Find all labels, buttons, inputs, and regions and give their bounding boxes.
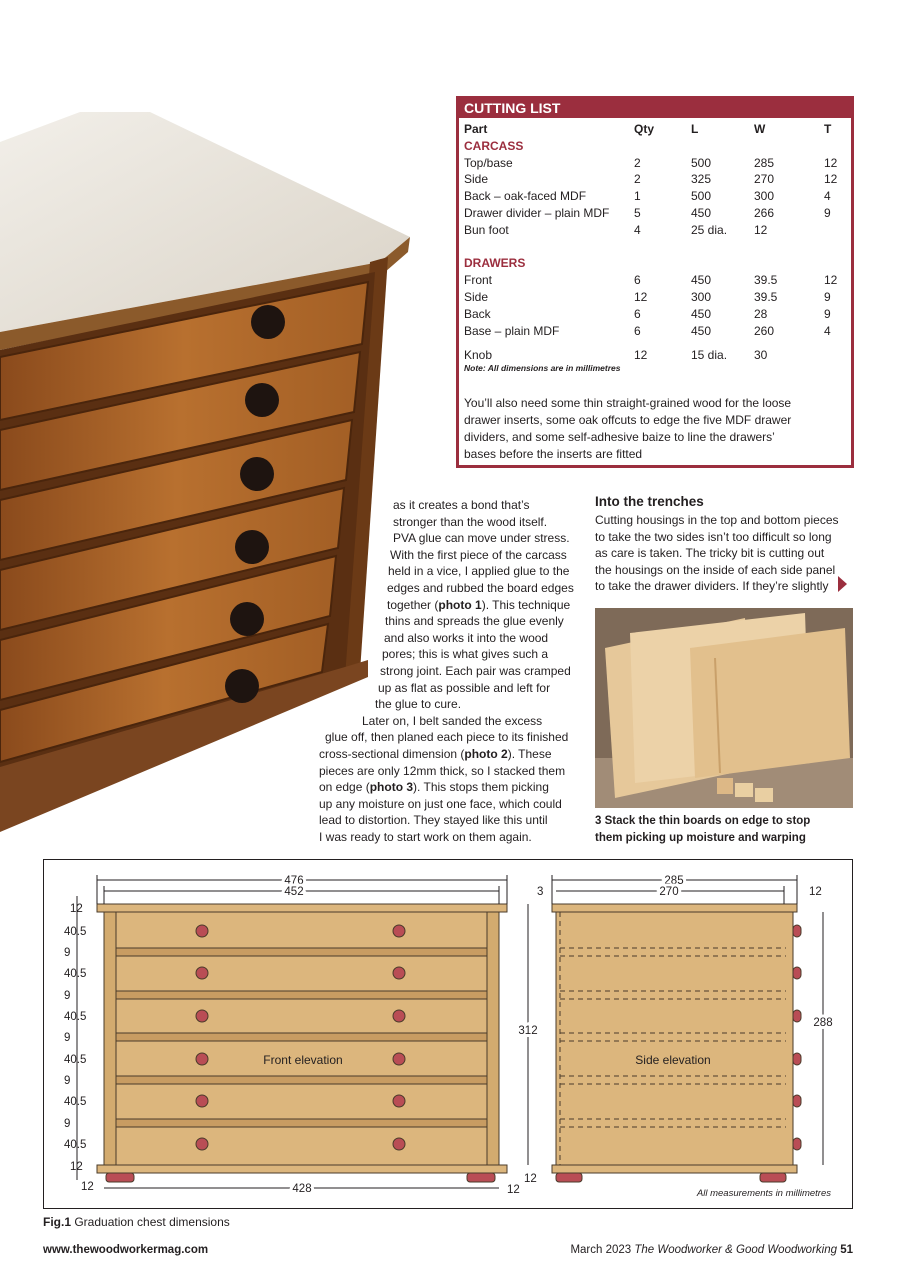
caption-line: 3 Stack the thin boards on edge to stop	[595, 815, 811, 827]
text-line: up as flat as possible and left for	[378, 680, 551, 695]
knob	[793, 1138, 801, 1150]
dim-12-side: 12	[809, 886, 822, 898]
knob	[793, 1053, 801, 1065]
side-top	[552, 904, 797, 912]
photo-reference: photo 1	[438, 597, 482, 612]
cutting-list-extra	[464, 395, 809, 463]
cell-l: 450	[691, 205, 712, 220]
front-elevation-label: Front elevation	[263, 1053, 343, 1067]
dim-12-right: 12	[507, 1184, 520, 1196]
cell-part: Back	[464, 306, 491, 321]
knob	[196, 1010, 208, 1022]
bun-foot	[467, 1173, 495, 1182]
dim-9: 9	[64, 1032, 71, 1044]
text-line: glue off, then planed each piece to its finished	[325, 730, 569, 745]
knob	[393, 1053, 405, 1065]
col-part: Part	[464, 122, 488, 136]
section-heading-carcass	[464, 138, 844, 155]
dim-312: 312	[518, 1025, 538, 1037]
knob	[793, 1010, 801, 1022]
front-top	[97, 904, 507, 912]
cell-part: Side	[464, 172, 489, 187]
cell-t: 4	[824, 189, 831, 204]
text-line: I was ready to start work on them again.	[319, 830, 532, 844]
cell-l: 450	[691, 306, 712, 321]
cutting-list-note: Note: All dimensions are in millimetres	[464, 363, 621, 373]
cell-w: 12	[754, 222, 768, 237]
cell-l: 15 dia.	[691, 348, 728, 363]
footer-url[interactable]: www.thewoodworkermag.com	[43, 1244, 209, 1256]
continue-arrow-icon	[838, 576, 847, 592]
col-qty: Qty	[634, 122, 655, 136]
photo-3	[595, 608, 853, 808]
col-t: T	[824, 122, 832, 136]
footer-date: March 2023	[570, 1244, 632, 1256]
extra-line: drawer inserts, some oak offcuts to edge the five MDF drawer	[464, 413, 792, 427]
figure-diagram	[43, 859, 853, 1209]
cell-qty: 1	[634, 189, 641, 204]
extra-line: You’ll also need some thin straight-grained wood for the loose	[464, 396, 792, 410]
dim-9: 9	[64, 990, 71, 1002]
text-line: as care is taken. The tricky bit is cutting out	[595, 546, 825, 560]
chest-photo	[0, 112, 412, 832]
table-row	[464, 289, 844, 306]
dim-452: 452	[284, 886, 304, 898]
dim-9: 9	[64, 1075, 71, 1087]
cell-l: 450	[691, 323, 712, 338]
dim-40-5: 40.5	[64, 1011, 87, 1023]
photo-3-caption	[595, 813, 810, 846]
text-line: strong joint. Each pair was cramped	[380, 664, 571, 678]
text-line: together (photo 1). This technique	[387, 597, 571, 612]
text-line: Cutting housings in the top and bottom pieces	[595, 513, 839, 527]
knob	[393, 1010, 405, 1022]
dim-12-foot: 12	[524, 1173, 537, 1185]
cell-w: 260	[754, 323, 775, 338]
dim-476: 476	[284, 875, 304, 887]
page-number: 51	[840, 1244, 853, 1256]
text-line: pores; this is what gives such a	[382, 647, 549, 662]
text-line: and also works it into the wood	[384, 630, 549, 645]
dim-40-5: 40.5	[64, 926, 87, 938]
figure-label: Fig.1	[43, 1215, 72, 1229]
photo-reference: photo 2	[464, 747, 508, 761]
col-w: W	[754, 122, 766, 136]
knob	[393, 1095, 405, 1107]
knob	[196, 967, 208, 979]
cutting-list-header-row	[464, 121, 844, 138]
dim-40-5: 40.5	[64, 1139, 87, 1151]
knob	[393, 967, 405, 979]
section-heading: Into the trenches	[595, 494, 704, 509]
spacer	[464, 239, 844, 256]
cell-qty: 5	[634, 205, 641, 220]
dim-9: 9	[64, 947, 71, 959]
knob	[196, 1138, 208, 1150]
footer-magazine: The Woodworker & Good Woodworking	[634, 1244, 837, 1256]
text-line: pieces are only 12mm thick, so I stacked them	[319, 763, 566, 778]
cell-t: 12	[824, 155, 838, 170]
knob	[196, 1053, 208, 1065]
cell-t: 12	[824, 273, 838, 288]
table-row	[464, 222, 844, 239]
cell-part: Drawer divider – plain MDF	[464, 205, 610, 220]
caption-line: them picking up moisture and warping	[595, 831, 806, 844]
bun-foot	[760, 1173, 786, 1182]
knob	[196, 1095, 208, 1107]
dim-12-top: 12	[70, 903, 83, 915]
text-line: cross-sectional dimension (photo 2). These	[319, 747, 552, 761]
cell-part: Side	[464, 289, 489, 304]
dim-428: 428	[292, 1183, 312, 1195]
drawers-heading: DRAWERS	[464, 256, 526, 271]
dim-285: 285	[664, 875, 684, 887]
table-row	[464, 205, 844, 222]
cell-w: 28	[754, 306, 768, 321]
col-l: L	[691, 122, 699, 136]
table-row	[464, 323, 844, 340]
front-base	[97, 1165, 507, 1173]
figure-caption	[43, 1215, 230, 1229]
dim-12-left: 12	[81, 1181, 94, 1193]
cell-t: 12	[824, 172, 838, 187]
table-row	[464, 272, 844, 289]
cell-w: 285	[754, 155, 775, 170]
figure-caption-text: Graduation chest dimensions	[71, 1215, 230, 1229]
text-line: edges and rubbed the board edges	[387, 581, 574, 595]
measurement-note: All measurements in millimetres	[696, 1188, 831, 1199]
bun-foot	[556, 1173, 582, 1182]
cell-t: 9	[824, 205, 831, 220]
cell-w: 300	[754, 189, 775, 204]
cell-w: 39.5	[754, 273, 778, 288]
cell-qty: 4	[634, 222, 641, 237]
text-line: stronger than the wood itself.	[393, 514, 548, 529]
text-line: on edge (photo 3). This stops them picking	[319, 780, 549, 795]
knob	[793, 967, 801, 979]
text-line: With the first piece of the carcass	[390, 547, 567, 562]
extra-line: dividers, and some self-adhesive baize to line the drawers’	[464, 430, 775, 444]
cell-qty: 12	[634, 289, 648, 304]
table-row	[464, 306, 844, 323]
extra-line: bases before the inserts are fitted	[464, 447, 643, 461]
footer-issue	[570, 1244, 853, 1256]
text-line: as it creates a bond that’s	[393, 498, 530, 512]
cell-qty: 6	[634, 273, 641, 288]
cell-part: Bun foot	[464, 222, 509, 237]
cell-part: Top/base	[464, 155, 513, 170]
table-row	[464, 347, 844, 364]
side-elevation-label: Side elevation	[635, 1053, 711, 1067]
text-line: thins and spreads the glue evenly	[385, 614, 564, 629]
dim-40-5: 40.5	[64, 1054, 87, 1066]
dim-40-5: 40.5	[64, 968, 87, 980]
cell-l: 500	[691, 189, 712, 204]
text-line: held in a vice, I applied glue to the	[388, 564, 570, 579]
bun-foot	[106, 1173, 134, 1182]
dim-3: 3	[537, 886, 544, 898]
knob	[196, 925, 208, 937]
text-line: Later on, I belt sanded the excess	[362, 713, 543, 728]
dim-12-bottom: 12	[70, 1161, 83, 1173]
knob	[393, 1138, 405, 1150]
text-line: PVA glue can move under stress.	[393, 531, 570, 546]
cell-t: 9	[824, 306, 831, 321]
table-row	[464, 155, 844, 172]
cell-l: 450	[691, 273, 712, 288]
table-row	[464, 188, 844, 205]
side-base	[552, 1165, 797, 1173]
text-line: lead to distortion. They stayed like this until	[319, 813, 548, 828]
carcass-heading: CARCASS	[464, 138, 524, 153]
cell-l: 500	[691, 155, 712, 170]
cell-w: 39.5	[754, 289, 778, 304]
dim-9: 9	[64, 1118, 71, 1130]
knob	[793, 1095, 801, 1107]
cell-qty: 6	[634, 306, 641, 321]
cutting-list-table	[464, 121, 844, 364]
text-line: to take the two sides isn’t too difficult so long	[595, 530, 832, 544]
dim-288: 288	[813, 1017, 833, 1029]
cell-l: 325	[691, 172, 712, 187]
cell-part: Base – plain MDF	[464, 323, 560, 338]
cell-w: 270	[754, 172, 775, 187]
cell-w: 266	[754, 205, 775, 220]
section-heading-drawers	[464, 255, 844, 272]
knob	[793, 925, 801, 937]
text-line: up any moisture on just one face, which could	[319, 796, 562, 811]
knob	[393, 925, 405, 937]
cutting-list-title: CUTTING LIST	[459, 99, 851, 118]
cell-qty: 2	[634, 172, 641, 187]
cell-qty: 2	[634, 155, 641, 170]
cell-part: Knob	[464, 348, 493, 363]
cell-qty: 12	[634, 348, 648, 363]
cell-part: Back – oak-faced MDF	[464, 189, 587, 204]
text-line: to take the drawer dividers. If they’re slightly	[595, 579, 829, 593]
cell-t: 9	[824, 289, 831, 304]
cell-part: Front	[464, 273, 493, 288]
table-row	[464, 171, 844, 188]
diagram-svg	[44, 860, 852, 1208]
text-line: the housings on the inside of each side panel	[595, 563, 836, 577]
cell-w: 30	[754, 348, 768, 363]
photo-reference: photo 3	[369, 780, 414, 795]
cell-l: 300	[691, 289, 712, 304]
cutting-list	[456, 96, 854, 468]
cell-t: 4	[824, 323, 831, 338]
dim-40-5: 40.5	[64, 1096, 87, 1108]
cell-qty: 6	[634, 323, 641, 338]
cell-l: 25 dia.	[691, 222, 728, 237]
dim-270: 270	[659, 886, 679, 898]
text-line: the glue to cure.	[375, 697, 462, 712]
